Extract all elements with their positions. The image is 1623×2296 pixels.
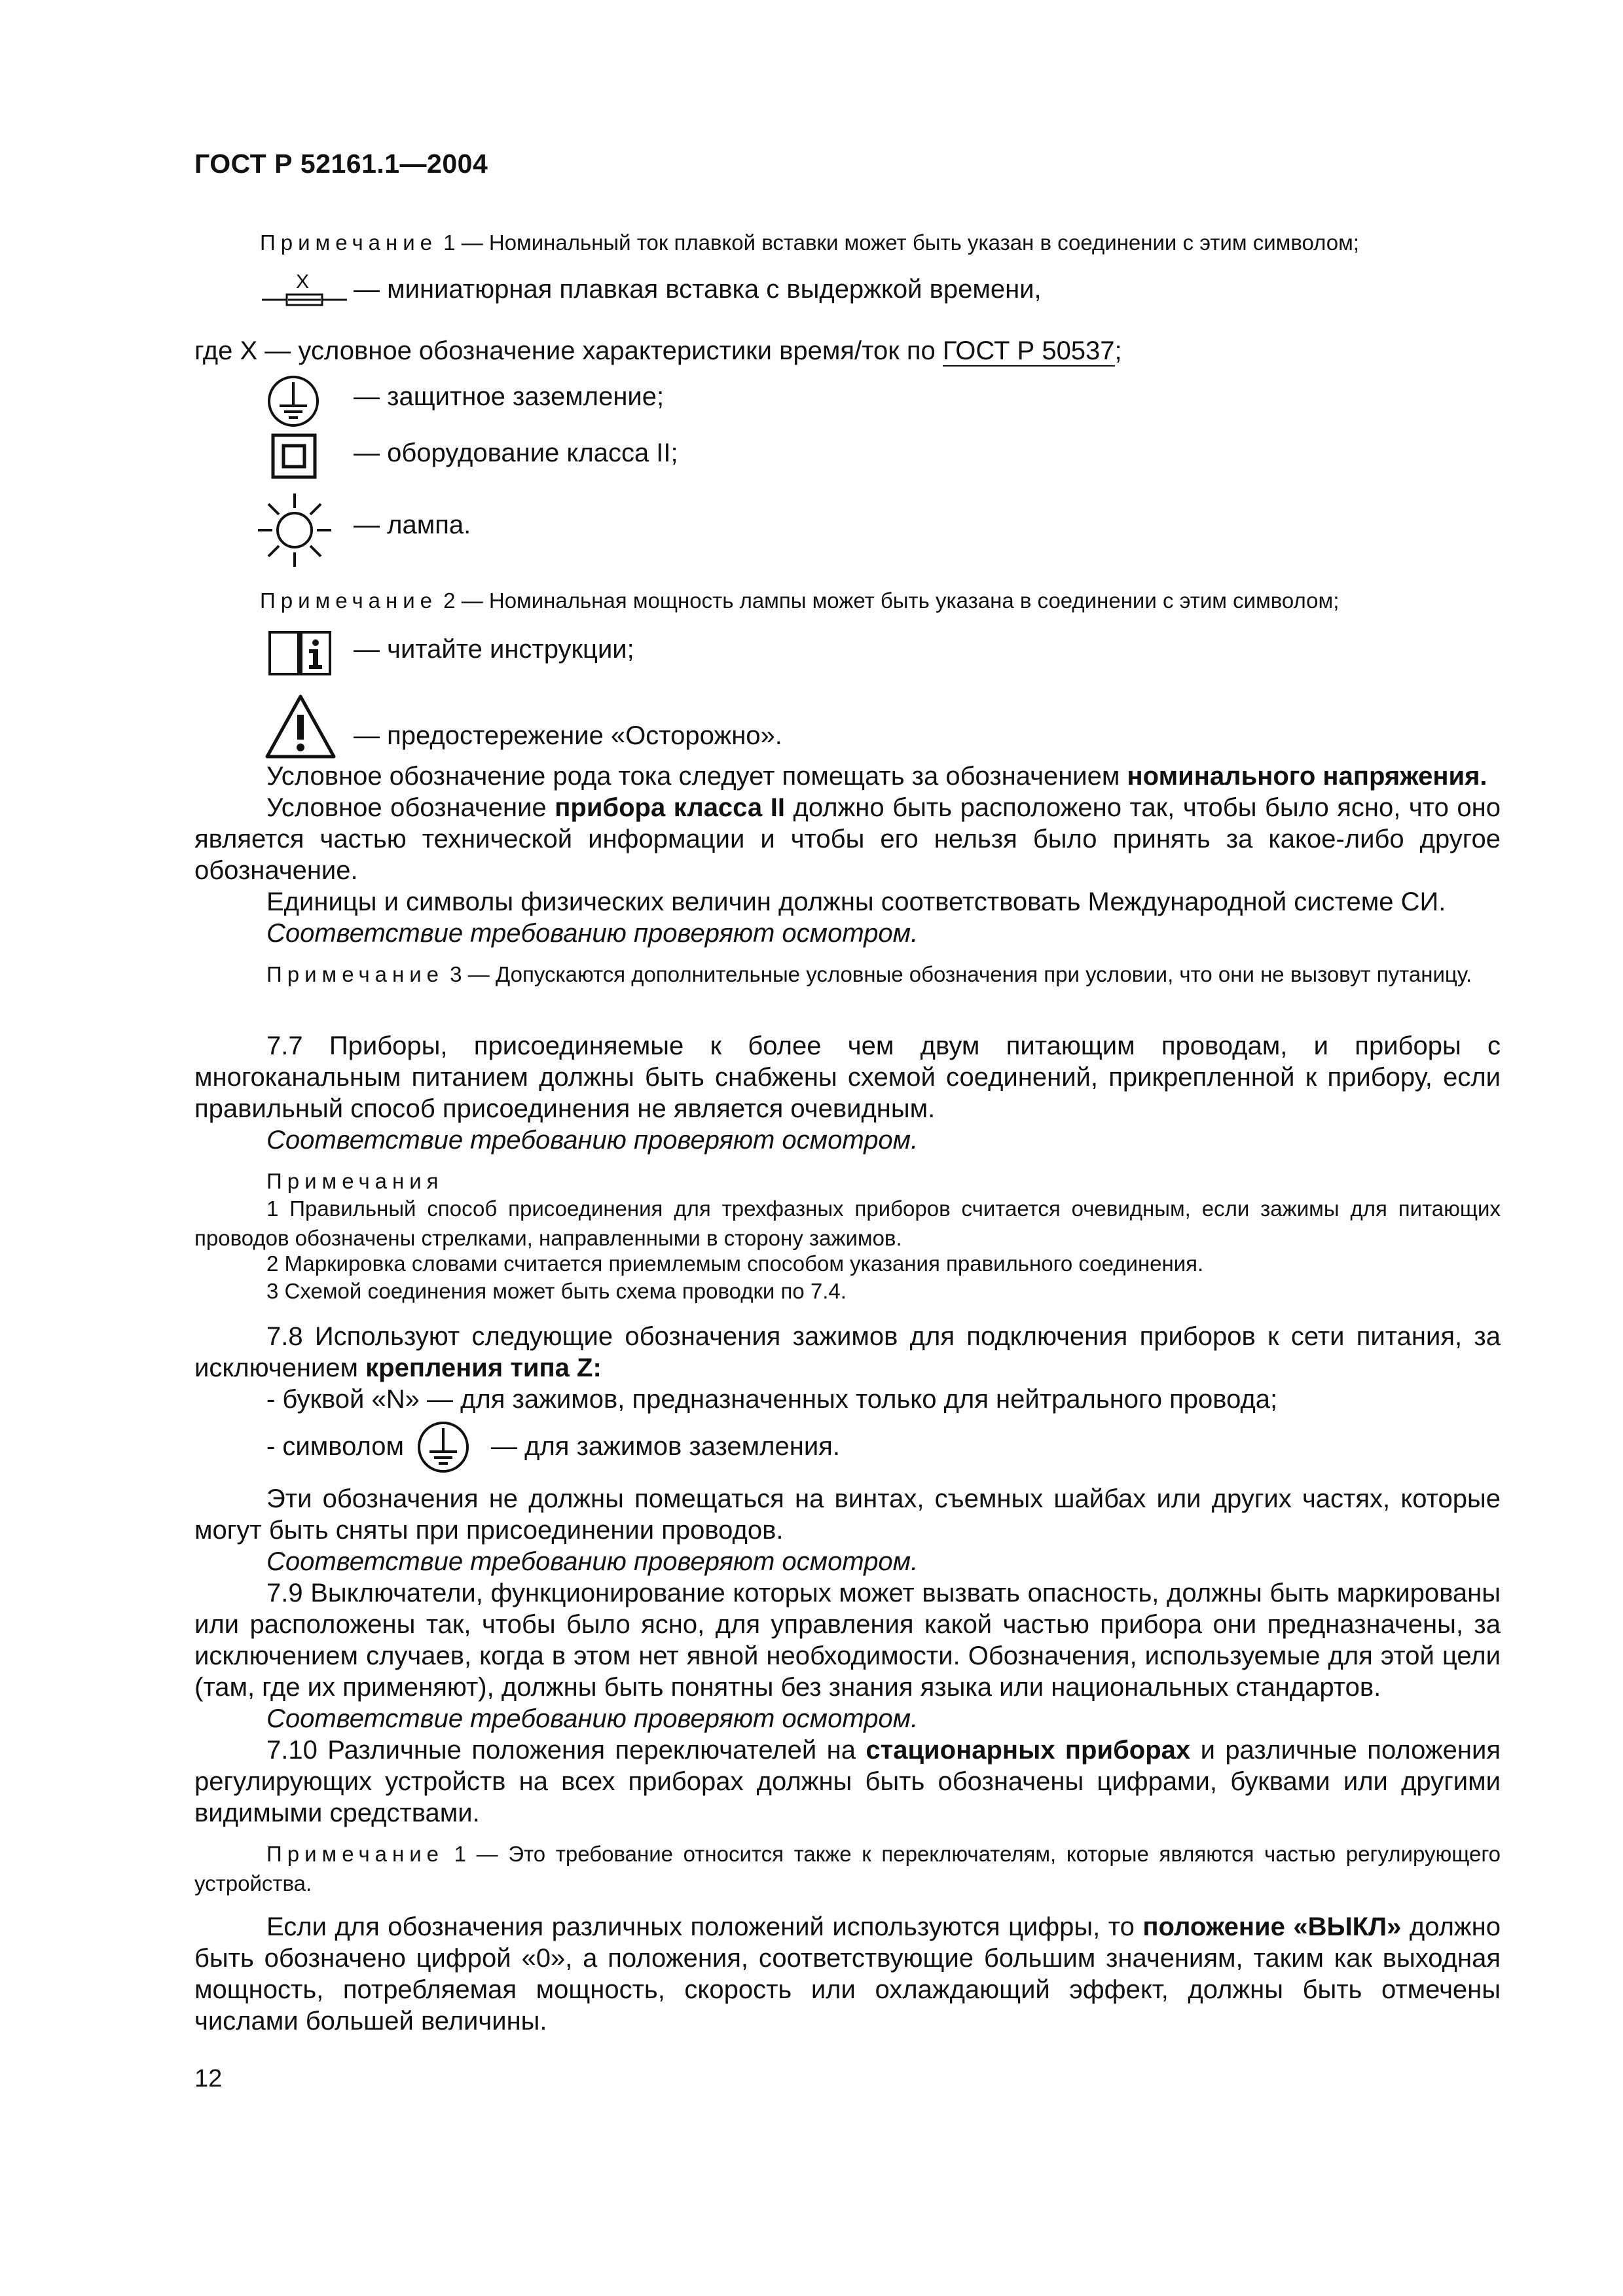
notes-item-1: 1 Правильный способ присоединения для трехфазных приборов считается очевидным, если зажимы для питающих проводов обозначены стрелками, направленными в сторону зажимов. [194,1196,1501,1250]
compliance-check: Соответствие требованию проверяют осмотром. [266,1547,919,1576]
class-ii-equipment-icon [271,433,317,479]
time-lag-fuse-icon [262,270,347,309]
earth-terminal-icon [416,1420,470,1474]
page-number: 12 [194,2065,223,2092]
note-label: Примечание [260,230,438,255]
lamp-description: — лампа. [354,511,471,539]
notes-item-2: 2 Маркировка словами считается приемлемым способом указания правильного соединения. [266,1251,1204,1276]
protective-earth-icon [266,374,320,428]
compliance-check: Соответствие требованию проверяют осмотром. [266,919,919,948]
standard-reference-link[interactable]: ГОСТ Р 50537 [942,336,1115,365]
note-text: 1 — Номинальный ток плавкой вставки может быть указан в соединении с этим символом; [437,230,1359,255]
note-4: Примечание 1 — Это требование относится также к переключателям, которые являются частью регулирующего устройства. [194,1842,1501,1895]
section-7-7: 7.7 Приборы, присоединяемые к более чем двум питающим проводам, и приборы с многоканальным питанием должны быть снабжены схемой соединений, прикрепленной к прибору, если правильный способ присоединения не является очевидным. [194,1031,1501,1123]
section-7-8: 7.8 Используют следующие обозначения зажимов для подключения приборов к сети питания, за исключением крепления типа Z: [194,1322,1501,1382]
paragraph-si-units: Единицы и символы физических величин должны соответствовать Международной системе СИ. [266,888,1446,916]
compliance-check: Соответствие требованию проверяют осмотром. [266,1126,919,1155]
lamp-icon [255,491,334,569]
note-1 [260,228,1359,257]
earth-terminal-item-label: - символом [266,1432,404,1461]
caution-warning-icon [264,694,337,759]
fuse-description: — миниатюрная плавкая вставка с выдержкой времени, [354,275,1042,304]
compliance-check: Соответствие требованию проверяют осмотром. [266,1704,919,1733]
fuse-letter: X [296,271,310,293]
notes-heading: Примечания [266,1169,444,1193]
document-header: ГОСТ Р 52161.1—2004 [194,149,488,179]
class-ii-description: — оборудование класса II; [354,439,678,467]
instructions-description: — читайте инструкции; [354,635,634,664]
section-7-10: 7.10 Различные положения переключателей на стационарных приборах и различные положения регулирующих устройств на всех приборах должны быть обозначены цифрами, буквами или другими видимыми средствами. [194,1736,1501,1827]
notes-item-3: 3 Схемой соединения может быть схема проводки по 7.4. [266,1279,847,1303]
paragraph-class-ii: Условное обозначение прибора класса II должно быть расположено так, чтобы было ясно, что оно является частью технической информации и чтобы его нельзя было принять за какое-либо другое обозначение. [194,793,1501,885]
paragraph-marking-location: Эти обозначения не должны помещаться на винтах, съемных шайбах или других частях, которые могут быть сняты при присоединении проводов. [194,1484,1501,1545]
earth-description: — защитное заземление; [354,382,665,411]
caution-description: — предостережение «Осторожно». [354,721,782,750]
paragraph-off-position: Если для обозначения различных положений используются цифры, то положение «ВЫКЛ» должно быть обозначено цифрой «0», а положения, соответствующие большим значениям, таким как выходная мощность, потребляемая мощность, скорость или охлаждающий эффект, должны быть отмечены числами большей величины. [194,1912,1501,2036]
note-3: Примечание 3 — Допускаются дополнительные условные обозначения при условии, что они не вызовут путаницу. [266,962,1472,986]
paragraph-current-type: Условное обозначение рода тока следует помещать за обозначением номинального напряжения. [266,762,1487,791]
note-2: Примечание 2 — Номинальная мощность лампы может быть указана в соединении с этим символом; [260,588,1340,613]
where-line: где X — условное обозначение характеристики время/ток по ГОСТ Р 50537; [194,336,1122,365]
neutral-terminal-item: - буквой «N» — для зажимов, предназначенных только для нейтрального провода; [266,1385,1278,1414]
read-instructions-icon [267,627,333,679]
section-7-9: 7.9 Выключатели, функционирование которых может вызвать опасность, должны быть маркированы или расположены так, чтобы было ясно, для управления какой частью прибора они предназначены, за исключением случаев, когда в этом нет явной необходимости. Обозначения, используемые для этой цели (там, где их применяют), должны быть понятны без знания языка или национальных стандартов. [194,1579,1501,1702]
earth-terminal-item-text: — для зажимов заземления. [491,1432,840,1461]
